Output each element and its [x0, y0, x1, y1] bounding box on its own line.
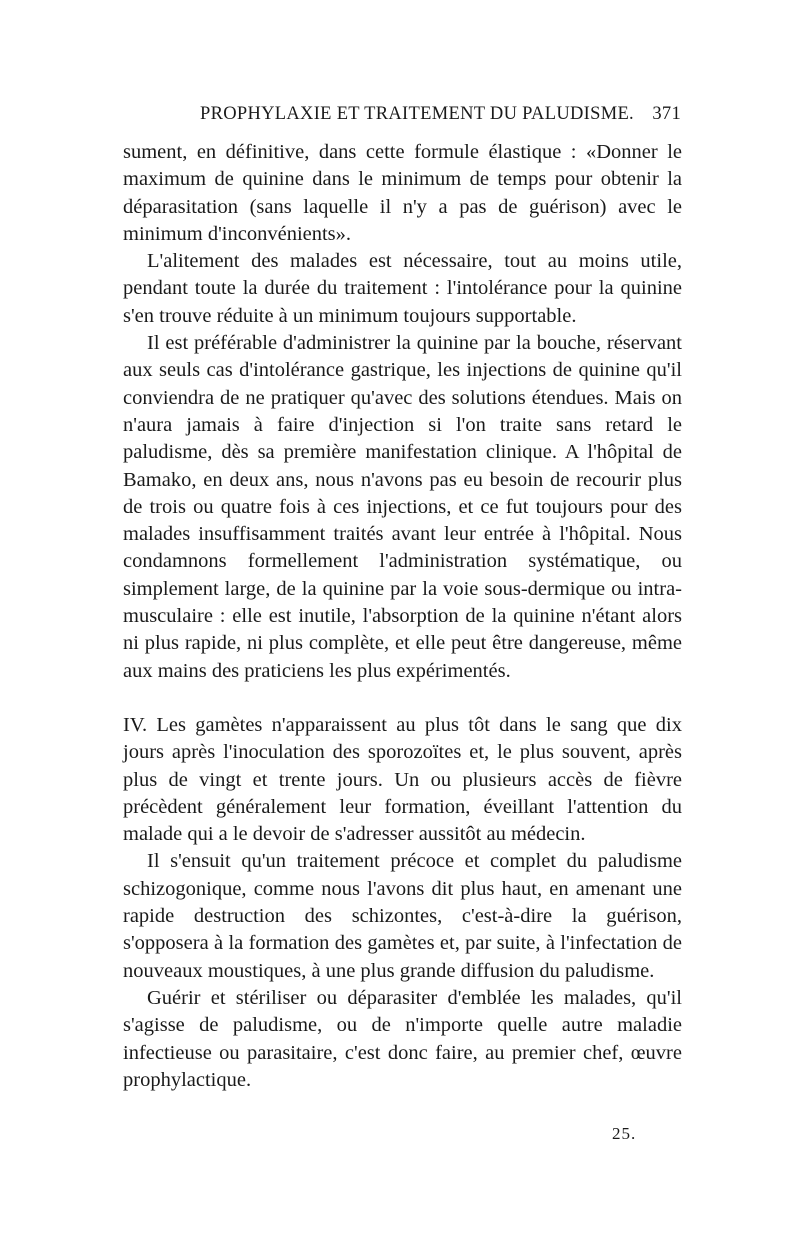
paragraph-alitement: L'alitement des malades est nécessaire, tout au moins utile, pendant toute la durée du traitement : l'intolérance pour la quinine s'en trouve réduite à un minimum toujours supportable.: [123, 250, 682, 327]
paragraph-section-iv: IV. Les gamètes n'apparaissent au plus tôt dans le sang que dix jours après l'inoculation des sporozoïtes et, le plus souvent, après plus de vingt et trente jours. Un ou plusieurs accès de fièvre précèdent généralement leur formation, éveillant l'attention du malade qui a le devoir de s'adresser aussitôt au médecin.: [123, 713, 682, 846]
paragraph-continuation: sument, en définitive, dans cette formule élastique : «Donner le maximum de quinine dans le minimum de temps pour obtenir la déparasitation (sans laquelle il n'y a pas de guérison) avec le minimum d'inconvénients».: [123, 141, 682, 245]
running-title: PROPHYLAXIE ET TRAITEMENT DU PALUDISME.: [200, 104, 634, 124]
paragraph-guerir: Guérir et stériliser ou déparasiter d'emblée les malades, qu'il s'agisse de paludisme, ou de n'importe quelle autre maladie infectieuse ou parasitaire, c'est donc faire, au premier chef, œuvre prophylactique.: [123, 986, 682, 1091]
body-text: [123, 139, 682, 1094]
paragraph-administration: Il est préférable d'administrer la quinine par la bouche, réservant aux seuls cas d'intolérance gastrique, les injections de quinine qu'il conviendra de ne pratiquer qu'avec des solutions étendues. Mais on n'aura jamais à faire d'injection si l'on traite sans retard le paludisme, dès sa première manifestation clinique. A l'hôpital de Bamako, en deux ans, nous n'avons pas eu besoin de recourir plus de trois ou quatre fois à ces injections, et ce fut toujours pour des malades insuffisamment traités avant leur entrée à l'hôpital. Nous condamnons formellement l'administration systématique, ou simplement large, de la quinine par la voie sous-dermique ou intra-musculaire : elle est inutile, l'absorption de la quinine n'étant alors ni plus rapide, ni plus complète, et elle peut être dangereuse, même aux mains des praticiens les plus expérimentés.: [123, 332, 682, 682]
paragraph-traitement: Il s'ensuit qu'un traitement précoce et complet du paludisme schizogonique, comme nous l'avons dit plus haut, en amenant une rapide destruction des schizontes, c'est-à-dire la guérison, s'opposera à la formation des gamètes et, par suite, à l'infectation de nouveaux moustiques, à une plus grande diffusion du paludisme.: [123, 850, 682, 982]
running-head: [123, 104, 683, 130]
page-number: 371: [652, 104, 681, 124]
signature-mark: 25.: [612, 1124, 637, 1143]
